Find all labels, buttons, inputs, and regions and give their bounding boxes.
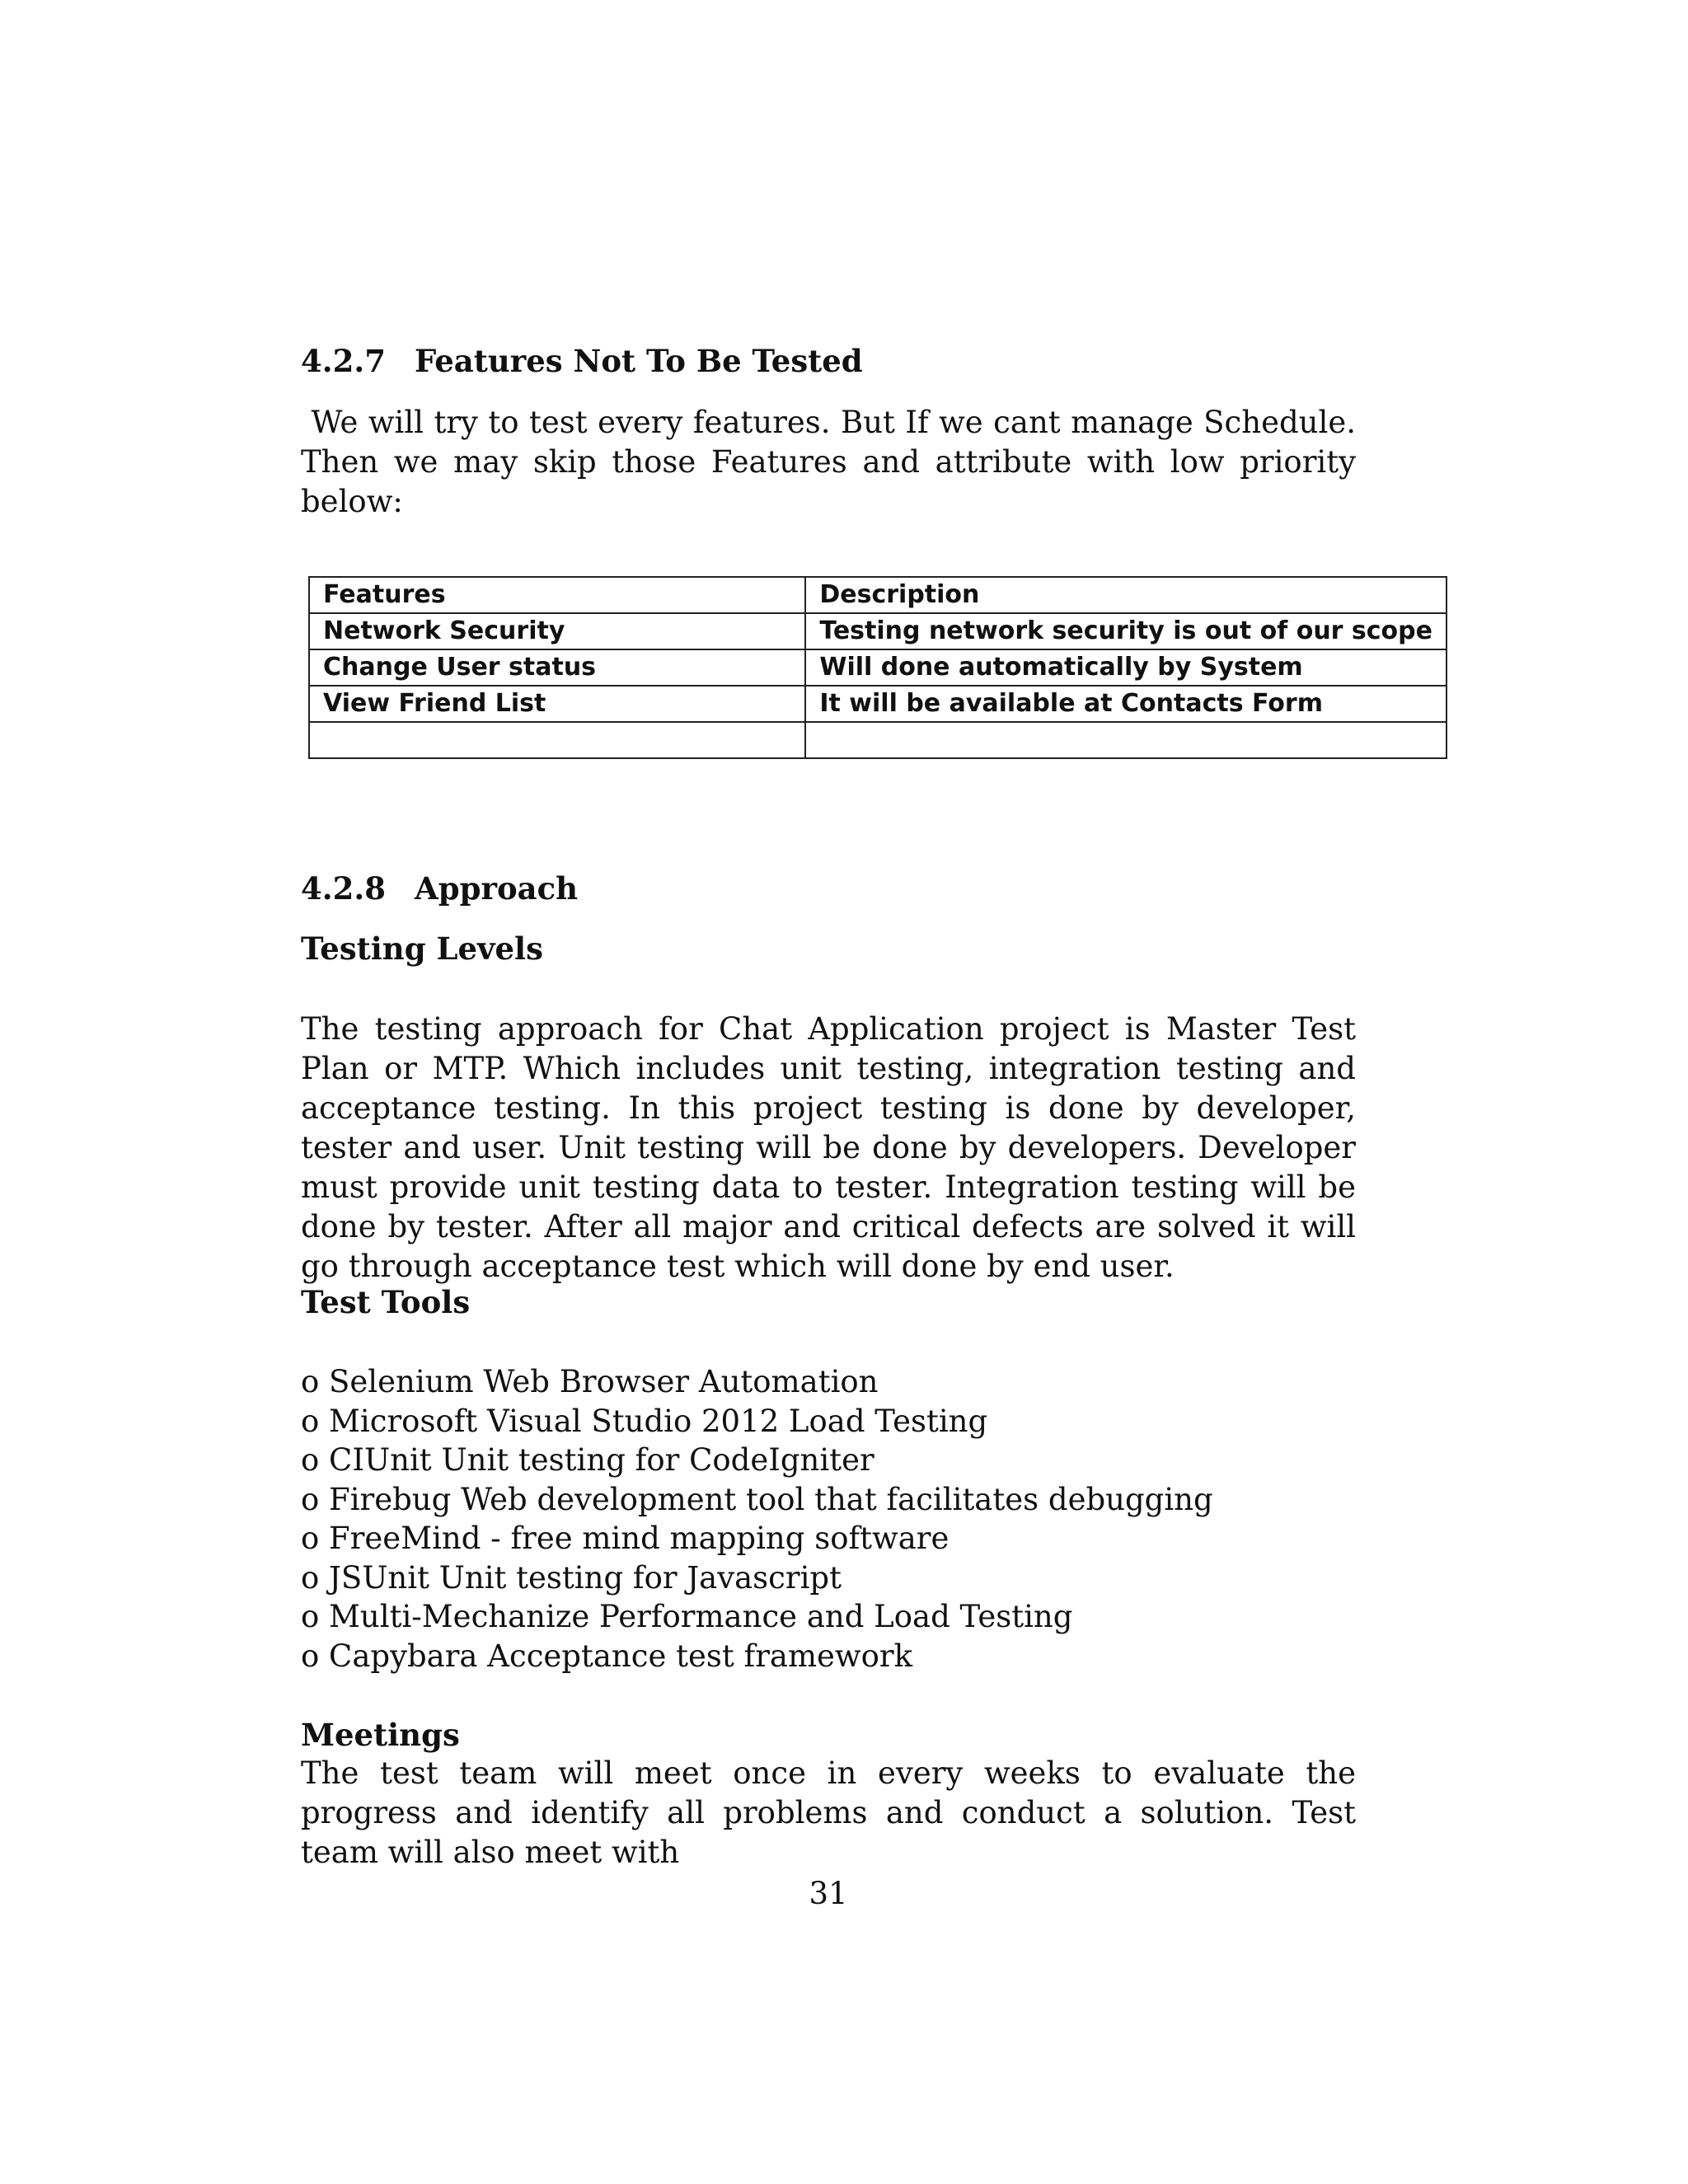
table-cell: Network Security [309, 613, 805, 649]
table-cell [805, 722, 1447, 758]
features-table [308, 576, 1447, 759]
table-header-cell: Description [805, 577, 1447, 613]
list-item: o Selenium Web Browser Automation [301, 1364, 879, 1399]
table-cell: It will be available at Contacts Form [805, 686, 1447, 722]
table-cell: Change User status [309, 649, 805, 686]
table-row [309, 686, 1447, 722]
test-tools-list [301, 1362, 1356, 1675]
table-header-cell: Features [309, 577, 805, 613]
section-number: 4.2.7 [301, 343, 386, 379]
testing-levels-paragraph: The testing approach for Chat Application project is Master Test Plan or MTP. Which includes unit testing, integration testing and acceptance testing. In this project testing is done by developer, tester and user. Unit testing will be done by developers. Developer must provide unit testing data to tester. Integration testing will be done by tester. After all major and critical defects are solved it will go through acceptance test which will done by end user. [301, 1011, 1356, 1284]
table-cell: Testing network security is out of our scope [805, 613, 1447, 649]
table-cell: View Friend List [309, 686, 805, 722]
table-cell: Will done automatically by System [805, 649, 1447, 686]
testing-levels-heading: Testing Levels [301, 930, 543, 967]
list-item: o Multi-Mechanize Performance and Load Testing [301, 1599, 1073, 1634]
table-cell [309, 722, 805, 758]
list-item: o JSUnit Unit testing for Javascript [301, 1559, 842, 1596]
features-intro-paragraph: We will try to test every features. But If we cant manage Schedule. Then we may skip those Features and attribute with low priority below: [301, 405, 1366, 519]
list-item: o CIUnit Unit testing for CodeIgniter [301, 1442, 874, 1478]
meetings-heading: Meetings [301, 1717, 460, 1753]
list-item: o FreeMind - free mind mapping software [301, 1521, 950, 1556]
section-heading-4-2-8 [301, 870, 578, 907]
section-heading-4-2-7 [301, 343, 863, 379]
section-number: 4.2.8 [301, 870, 386, 907]
list-item: o Firebug Web development tool that facilitates debugging [301, 1481, 1213, 1517]
meetings-paragraph: The test team will meet once in every weeks to evaluate the progress and identify all problems and conduct a solution. Test team will also meet with [301, 1755, 1356, 1870]
table-header-row [309, 577, 1447, 613]
table-row [309, 613, 1447, 649]
list-item: o Capybara Acceptance test framework [301, 1638, 912, 1674]
table-row [309, 722, 1447, 758]
table-row [309, 649, 1447, 686]
section-title: Features Not To Be Tested [415, 343, 863, 379]
list-item: o Microsoft Visual Studio 2012 Load Testing [301, 1403, 988, 1439]
test-tools-heading: Test Tools [301, 1284, 471, 1320]
section-title: Approach [415, 870, 579, 907]
page-number: 31 [809, 1876, 848, 1911]
